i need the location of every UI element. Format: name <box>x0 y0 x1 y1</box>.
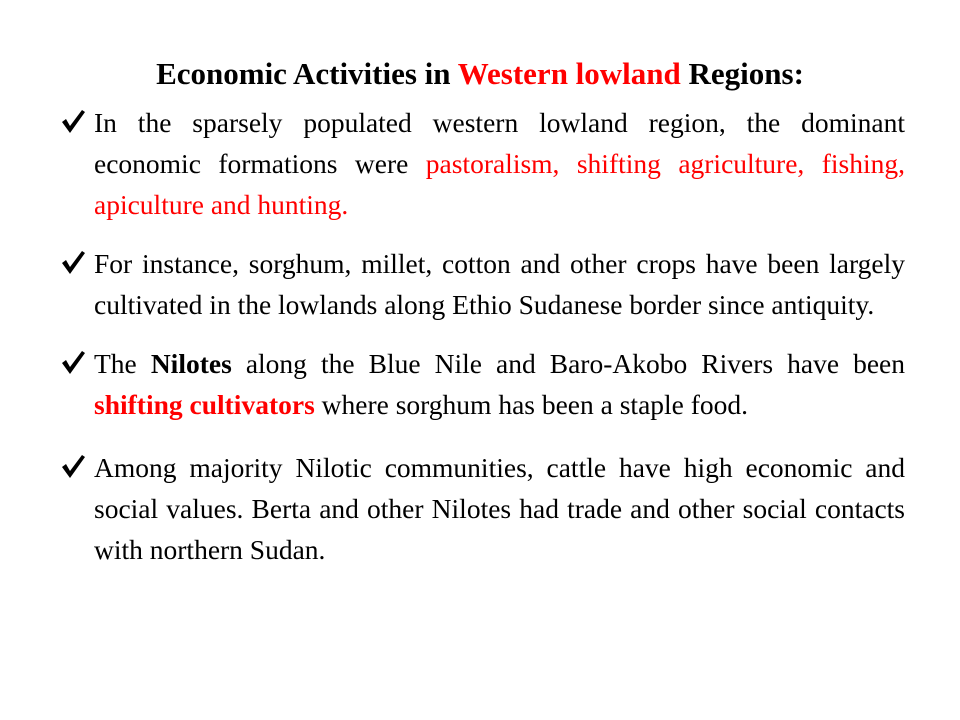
bullet-3-text-middle: along the Blue Nile and Baro-Akobo Rivers have been <box>231 348 905 379</box>
bullet-1-text: In the sparsely populated western lowland region, the dominant economic formations were <box>94 107 905 179</box>
bullet-3-text-end: where sorghum has been a staple food. <box>314 389 749 420</box>
bullet-item <box>60 243 905 325</box>
bullet-item <box>60 343 905 425</box>
checkmark-icon <box>60 248 86 276</box>
bullet-item <box>60 447 905 570</box>
bullet-item <box>60 102 905 225</box>
title-text-start: Economic Activities in <box>156 56 458 91</box>
bullet-4-text: Among majority Nilotic communities, cattle have high economic and social values. Berta and other Nilotes had trade and other social contacts with northern Sudan. <box>94 452 905 565</box>
bullet-list <box>60 102 905 588</box>
bullet-1-highlight: pastoralism, shifting agriculture, fishing, apiculture and hunting. <box>94 148 905 220</box>
checkmark-icon <box>60 348 86 376</box>
slide-title <box>0 52 960 96</box>
title-highlight: Western lowland <box>457 56 681 91</box>
bullet-3-highlight: shifting cultivators <box>94 389 315 420</box>
checkmark-icon <box>60 107 86 135</box>
bullet-2-text: For instance, sorghum, millet, cotton and other crops have been largely cultivated in the lowlands along Ethio Sudanese border since antiquity. <box>94 248 905 320</box>
bullet-3-text-start: The <box>94 348 151 379</box>
bullet-3-bold: Nilotes <box>150 348 232 379</box>
checkmark-icon <box>60 452 86 480</box>
title-text-end: Regions: <box>680 56 804 91</box>
